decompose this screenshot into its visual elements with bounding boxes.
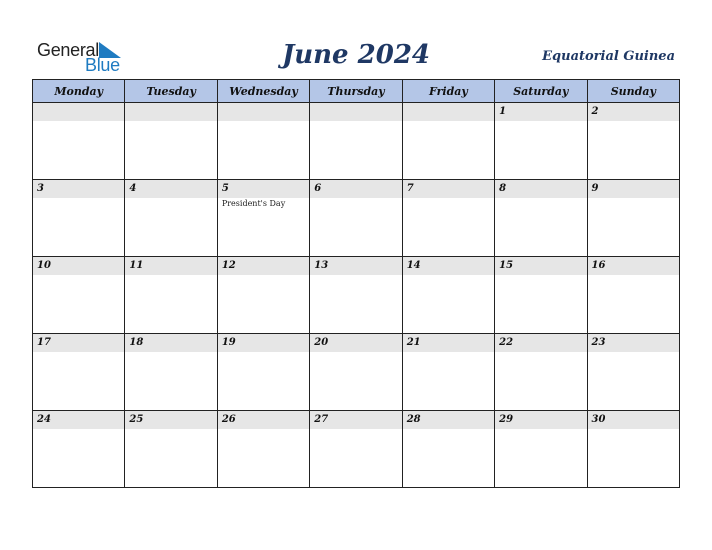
- day-number: 6: [310, 180, 401, 198]
- day-number: 3: [33, 180, 124, 198]
- day-cell: [125, 334, 217, 411]
- day-number: 5: [218, 180, 309, 198]
- day-number: 27: [310, 411, 401, 429]
- day-number: 12: [218, 257, 309, 275]
- day-number: 26: [218, 411, 309, 429]
- day-number: 4: [125, 180, 216, 198]
- day-number: 28: [403, 411, 494, 429]
- day-cell: [217, 103, 309, 180]
- weekday-header: Thursday: [310, 80, 402, 103]
- day-cell: [587, 180, 679, 257]
- day-number: 17: [33, 334, 124, 352]
- calendar-grid: [32, 79, 680, 488]
- week-row: [33, 103, 680, 180]
- day-cell: [125, 103, 217, 180]
- month-title: June 2024: [281, 40, 431, 70]
- day-cell: [33, 334, 125, 411]
- day-number: 1: [495, 103, 586, 121]
- day-number: 10: [33, 257, 124, 275]
- day-number: [218, 103, 309, 121]
- day-cell: [495, 103, 587, 180]
- day-number: [33, 103, 124, 121]
- day-cell: [402, 411, 494, 488]
- day-number: 22: [495, 334, 586, 352]
- country-label: Equatorial Guinea: [542, 49, 675, 64]
- day-number: 24: [33, 411, 124, 429]
- week-row: [33, 411, 680, 488]
- holiday-label: President's Day: [221, 199, 286, 208]
- day-cell: [495, 334, 587, 411]
- day-cell: [217, 257, 309, 334]
- day-number: 2: [588, 103, 679, 121]
- day-cell: [125, 257, 217, 334]
- day-number: 14: [403, 257, 494, 275]
- day-cell: [495, 180, 587, 257]
- day-cell: [495, 411, 587, 488]
- weekday-header: Tuesday: [125, 80, 217, 103]
- day-number: 30: [588, 411, 679, 429]
- day-number: 25: [125, 411, 216, 429]
- logo-general-text: General: [37, 40, 99, 60]
- day-number: 8: [495, 180, 586, 198]
- day-cell: [402, 180, 494, 257]
- day-cell: [587, 411, 679, 488]
- day-cell: [402, 334, 494, 411]
- day-number: [403, 103, 494, 121]
- day-cell: [310, 103, 402, 180]
- logo-blue-text: Blue: [85, 55, 120, 75]
- day-number: [310, 103, 401, 121]
- weekday-header: Saturday: [495, 80, 587, 103]
- day-cell: [310, 411, 402, 488]
- day-cell: [217, 411, 309, 488]
- day-cell: [310, 180, 402, 257]
- day-cell: [33, 257, 125, 334]
- day-number: 11: [125, 257, 216, 275]
- day-cell: [217, 334, 309, 411]
- day-cell: [33, 180, 125, 257]
- day-number: 19: [218, 334, 309, 352]
- day-cell: [587, 334, 679, 411]
- day-number: 15: [495, 257, 586, 275]
- weekday-header: Monday: [33, 80, 125, 103]
- day-number: 16: [588, 257, 679, 275]
- day-number: 13: [310, 257, 401, 275]
- day-number: [125, 103, 216, 121]
- day-cell: [495, 257, 587, 334]
- day-number: 20: [310, 334, 401, 352]
- day-cell: [33, 103, 125, 180]
- day-cell: [402, 103, 494, 180]
- weekday-header: Wednesday: [217, 80, 309, 103]
- day-number: 29: [495, 411, 586, 429]
- day-cell: [125, 180, 217, 257]
- day-cell: [587, 103, 679, 180]
- day-cell: [310, 257, 402, 334]
- day-number: 18: [125, 334, 216, 352]
- week-row: [33, 334, 680, 411]
- day-number: 7: [403, 180, 494, 198]
- day-number: 9: [588, 180, 679, 198]
- weekday-header: Friday: [402, 80, 494, 103]
- day-cell: [587, 257, 679, 334]
- day-cell: [310, 334, 402, 411]
- day-cell: [125, 411, 217, 488]
- weekday-header: Sunday: [587, 80, 679, 103]
- day-number: 23: [588, 334, 679, 352]
- day-cell: [402, 257, 494, 334]
- day-number: 21: [403, 334, 494, 352]
- week-row: [33, 180, 680, 257]
- weekday-header-row: [33, 80, 680, 103]
- day-cell: [33, 411, 125, 488]
- week-row: [33, 257, 680, 334]
- day-cell: [217, 180, 309, 257]
